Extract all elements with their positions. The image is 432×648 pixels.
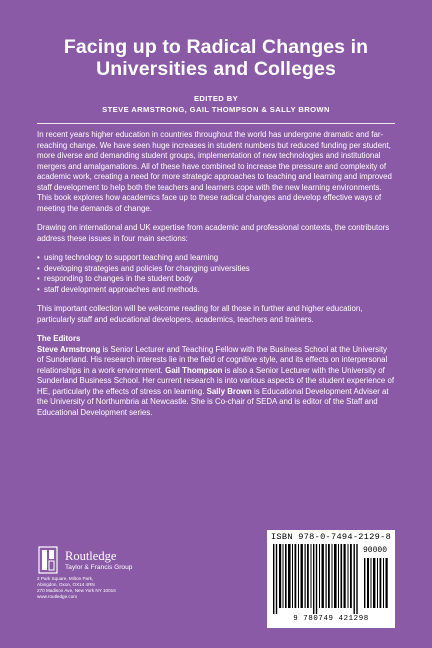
isbn: ISBN 978-0-7494-2129-8 [270,532,392,542]
blurb [37,130,395,427]
editors-names: STEVE ARMSTRONG, GAIL THOMPSON & SALLY BROWN [102,105,330,114]
sections-intro: Drawing on international and UK expertise from academic and professional contexts, the contributors address these issues in four main sections: [37,223,390,243]
price-barcode-icon [364,558,390,608]
audience-paragraph: This important collection will be welcome reading for all those in further and higher education, particularly staff and educational developers, academics, teachers and trainers. [37,304,363,324]
price-code: 90000 [363,546,388,555]
publisher-name: Routledge [65,549,117,563]
list-item: • using technology to support teaching and learning [37,253,219,262]
publisher-group: Taylor & Francis Group [65,564,133,571]
sections-list [37,253,395,295]
title-line-1: Facing up to Radical Changes in [63,36,369,58]
book-title [0,36,432,80]
editor-name: Steve Armstrong [37,344,101,354]
bullet-icon: • [37,284,40,294]
bullet-icon: • [37,274,40,283]
list-item: • responding to changes in the student body [37,274,193,283]
intro-paragraph: In recent years higher education in countries throughout the world has undergone dramatic and far-reaching change. We have seen huge increases in student numbers but reduced funding per student, more diverse and demanding student groups, implementation of new technologies and institutional mergers and amalgamations. All of these have combined to increase the pressure and complexity of academic work, creating a need for more strategic approaches to teaching and learning and improved staff development to help both the teachers and learners cope with the new learning environments. This book explores how academics face up to these radical changes and develop effective ways of meeting the demands of change. [37,130,392,213]
routledge-logo-icon [37,545,59,575]
editor-name: Gail Thompson [165,365,223,375]
barcode [267,530,395,628]
barcode-bars-icon [273,544,359,614]
list-item: • staff development approaches and methods. [37,284,200,294]
ean-number: 9 780749 421298 [293,615,369,623]
title-line-2: Universities and Colleges [96,58,336,80]
publisher-address: 2 Park Square, Milton Park, Abingdon, Oxon, OX14 4RN 270 Madison Ave, New York NY 10016 www.routledge.com [37,576,116,599]
editors-bio: Steve Armstrong is Senior Lecturer and Teaching Fellow with the Business School at the University of Sunderland. His research interests lie in the field of cognitive style, and its effects on interpersonal relationships in a work environment. Gail Thompson is also a Senior Lecturer with the University of Sunderland Business School. Her current research is into various aspects of the student experience of HE, particularly the effects of stress on learning. Sally Brown is Educational Development Adviser at the University of Northumbria at Newcastle. She is Co-chair of SEDA and is editor of the Staff and Educational Development series. [37,344,395,417]
bullet-icon: • [37,253,40,262]
bullet-icon: • [37,263,40,273]
editor-name: Sally Brown [206,386,252,396]
divider [37,123,395,124]
editors-heading: The Editors [37,334,81,343]
edited-by-label: EDITED BY [193,94,239,103]
list-item: • developing strategies and policies for changing universities [37,263,250,273]
